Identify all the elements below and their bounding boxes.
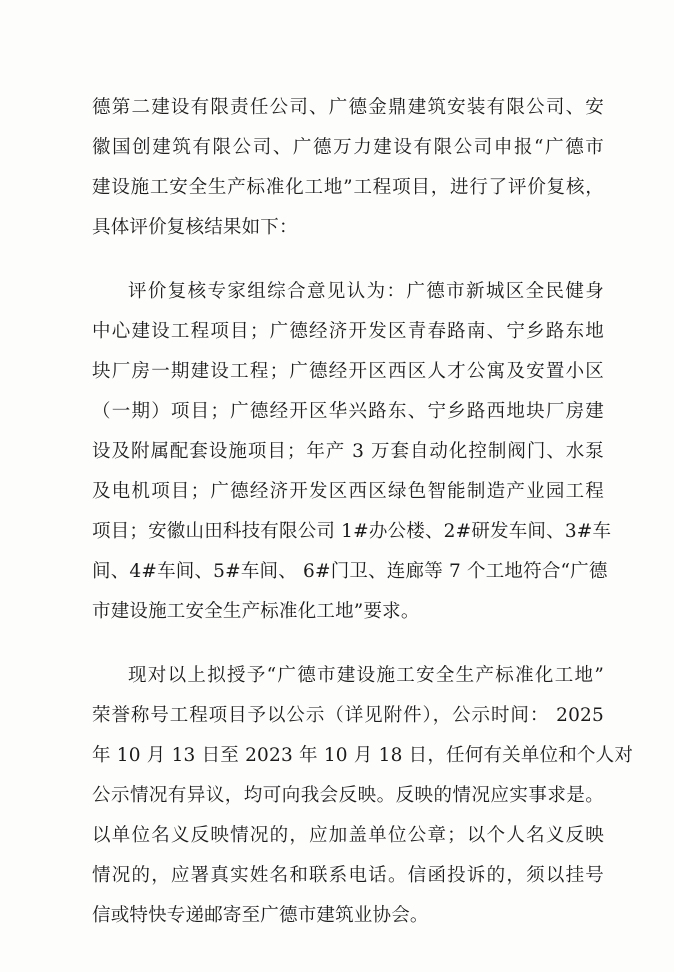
paragraph-2: [92, 272, 612, 632]
text-line: 德第二建设有限责任公司、广德金鼎建筑安装有限公司、安: [92, 97, 604, 118]
text-line: 现对以上拟授予“广德市建设施工安全生产标准化工地”: [128, 665, 604, 686]
text-line: 公示情况有异议，均可向我会反映。反映的情况应实事求是。: [92, 785, 604, 806]
document-body: [92, 88, 634, 936]
text-line: 块厂房一期建设工程；广德经开区西区人才公寓及安置小区: [92, 361, 604, 382]
text-line: 建设施工安全生产标准化工地”工程项目，进行了评价复核，: [92, 177, 604, 198]
paragraph-1: [92, 88, 604, 248]
text-line: 市建设施工安全生产标准化工地”要求。: [92, 601, 420, 622]
text-line: 年 10 月 13 日至 2023 年 10 月 18 日，任何有关单位和个人对: [92, 745, 634, 766]
text-line: 荣誉称号工程项目予以公示（详见附件），公示时间： 2025: [92, 705, 604, 726]
text-line: 设及附属配套设施项目；年产 3 万套自动化控制阀门、水泵: [92, 441, 604, 462]
text-line: 评价复核专家组综合意见认为：广德市新城区全民健身: [128, 281, 604, 302]
text-line: 具体评价复核结果如下：: [92, 217, 298, 238]
paragraph-3: [92, 656, 634, 936]
paragraph-gap: [92, 632, 604, 656]
text-line: 信或特快专递邮寄至广德市建筑业协会。: [92, 905, 429, 926]
text-line: （一期）项目；广德经开区华兴路东、宁乡路西地块厂房建: [92, 401, 604, 422]
text-line: 间、4#车间、5#车间、 6#门卫、连廊等 7 个工地符合“广德: [92, 561, 608, 582]
text-line: 项目；安徽山田科技有限公司 1#办公楼、2#研发车间、3#车: [92, 521, 612, 542]
paragraph-gap: [92, 248, 604, 272]
text-line: 情况的，应署真实姓名和联系电话。信函投诉的，须以挂号: [92, 865, 604, 886]
text-line: 中心建设工程项目；广德经济开发区青春路南、宁乡路东地: [92, 321, 604, 342]
text-line: 徽国创建筑有限公司、广德万力建设有限公司申报“广德市: [92, 137, 604, 158]
text-line: 以单位名义反映情况的，应加盖单位公章；以个人名义反映: [92, 825, 604, 846]
text-line: 及电机项目；广德经济开发区西区绿色智能制造产业园工程: [92, 481, 604, 502]
